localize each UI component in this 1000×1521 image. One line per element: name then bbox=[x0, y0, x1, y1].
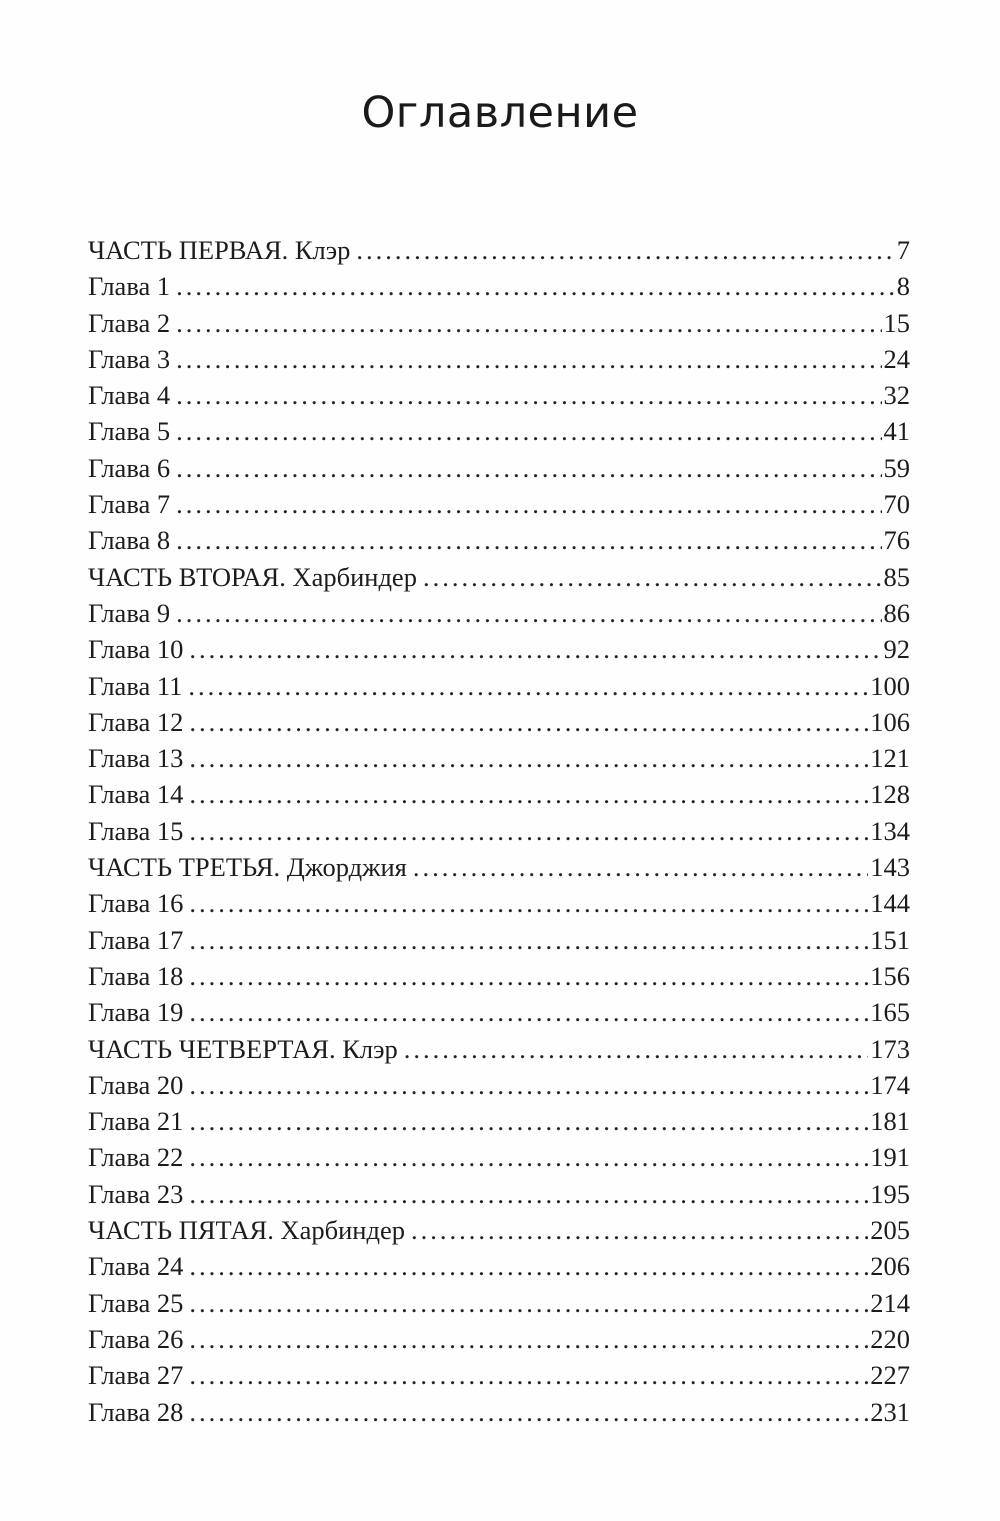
toc-entry-page: 85 bbox=[883, 561, 910, 592]
toc-entry bbox=[88, 486, 910, 522]
toc-entry-label: ЧАСТЬ ПЯТАЯ. Харбиндер bbox=[88, 1215, 405, 1246]
toc-entry-page: 227 bbox=[870, 1360, 910, 1391]
toc-entry-label: Глава 2 bbox=[88, 307, 171, 338]
toc-entry-page: 181 bbox=[870, 1106, 910, 1137]
toc-entry-label: Глава 3 bbox=[88, 343, 171, 374]
toc-entry bbox=[88, 268, 910, 304]
toc-entry-page: 41 bbox=[883, 416, 910, 447]
toc-entry-label: Глава 6 bbox=[88, 452, 171, 483]
toc-entry bbox=[88, 1394, 910, 1430]
toc-entry-page: 59 bbox=[883, 452, 910, 483]
dot-leader bbox=[176, 305, 881, 341]
dot-leader bbox=[189, 1357, 868, 1393]
dot-leader bbox=[188, 668, 868, 704]
toc-entry-label: Глава 20 bbox=[88, 1069, 184, 1100]
toc-entry bbox=[88, 1067, 910, 1103]
dot-leader bbox=[356, 232, 894, 268]
toc-entry-label: ЧАСТЬ ПЕРВАЯ. Клэр bbox=[88, 235, 351, 265]
toc-entry bbox=[88, 377, 910, 413]
toc-entry-label: Глава 23 bbox=[88, 1178, 184, 1209]
dot-leader bbox=[189, 704, 868, 740]
toc-entry bbox=[88, 740, 910, 776]
toc-entry-page: 76 bbox=[883, 525, 910, 556]
toc-entry-label: Глава 1 bbox=[88, 271, 171, 302]
table-of-contents bbox=[88, 232, 910, 1430]
toc-entry-label: ЧАСТЬ ВТОРАЯ. Харбиндер bbox=[88, 561, 417, 592]
toc-entry-page: 165 bbox=[870, 997, 910, 1028]
toc-entry bbox=[88, 595, 910, 631]
toc-entry-label: Глава 22 bbox=[88, 1142, 184, 1173]
toc-entry bbox=[88, 849, 910, 885]
toc-entry-label: Глава 26 bbox=[88, 1323, 184, 1354]
toc-entry-label: Глава 8 bbox=[88, 525, 171, 556]
dot-leader bbox=[404, 1031, 869, 1067]
toc-entry-page: 144 bbox=[870, 888, 910, 919]
toc-entry-page: 134 bbox=[870, 815, 910, 846]
toc-entry bbox=[88, 1285, 910, 1321]
toc-entry-page: 173 bbox=[870, 1033, 910, 1064]
dot-leader bbox=[176, 413, 881, 449]
toc-entry bbox=[88, 1103, 910, 1139]
dot-leader bbox=[189, 922, 868, 958]
toc-entry-page: 92 bbox=[883, 634, 910, 665]
toc-entry-label: Глава 15 bbox=[88, 815, 184, 846]
dot-leader bbox=[189, 994, 868, 1030]
toc-entry-page: 220 bbox=[870, 1323, 910, 1354]
toc-entry-label: Глава 14 bbox=[88, 779, 184, 810]
toc-entry-label: Глава 4 bbox=[88, 380, 171, 411]
toc-entry-label: Глава 25 bbox=[88, 1287, 184, 1318]
dot-leader bbox=[189, 740, 868, 776]
toc-entry bbox=[88, 522, 910, 558]
dot-leader bbox=[176, 486, 881, 522]
toc-entry-label: Глава 16 bbox=[88, 888, 184, 919]
toc-entry-label: Глава 28 bbox=[88, 1396, 184, 1427]
dot-leader bbox=[189, 776, 868, 812]
toc-entry bbox=[88, 885, 910, 921]
toc-entry-page: 32 bbox=[883, 380, 910, 411]
dot-leader bbox=[189, 1103, 868, 1139]
toc-entry-page: 15 bbox=[883, 307, 910, 338]
dot-leader bbox=[189, 885, 868, 921]
toc-entry-label: Глава 5 bbox=[88, 416, 171, 447]
toc-entry-page: 24 bbox=[883, 343, 910, 374]
dot-leader bbox=[176, 450, 881, 486]
toc-entry bbox=[88, 450, 910, 486]
dot-leader bbox=[189, 958, 868, 994]
toc-entry-page: 86 bbox=[883, 597, 910, 628]
dot-leader bbox=[423, 559, 882, 595]
dot-leader bbox=[189, 1139, 868, 1175]
toc-entry-page: 121 bbox=[870, 743, 910, 774]
toc-entry-page: 174 bbox=[870, 1069, 910, 1100]
toc-entry-page: 70 bbox=[883, 489, 910, 520]
toc-entry-page: 100 bbox=[870, 670, 910, 701]
toc-entry-label: Глава 19 bbox=[88, 997, 184, 1028]
toc-entry-label: Глава 18 bbox=[88, 960, 184, 991]
dot-leader bbox=[176, 522, 881, 558]
toc-entry-label: Глава 7 bbox=[88, 489, 171, 520]
toc-entry-page: 206 bbox=[870, 1251, 910, 1282]
toc-entry-label: Глава 24 bbox=[88, 1251, 184, 1282]
page-title: Оглавление bbox=[361, 88, 639, 138]
dot-leader bbox=[411, 1212, 868, 1248]
dot-leader bbox=[189, 631, 881, 667]
dot-leader bbox=[189, 1321, 868, 1357]
toc-entry-page: 191 bbox=[870, 1142, 910, 1173]
dot-leader bbox=[189, 813, 868, 849]
dot-leader bbox=[189, 1285, 868, 1321]
toc-entry bbox=[88, 668, 910, 704]
toc-entry-page: 231 bbox=[870, 1396, 910, 1427]
toc-entry-page: 7 bbox=[896, 235, 910, 265]
toc-entry bbox=[88, 341, 910, 377]
toc-entry-page: 143 bbox=[870, 852, 910, 883]
toc-entry bbox=[88, 1139, 910, 1175]
toc-entry-label: Глава 27 bbox=[88, 1360, 184, 1391]
toc-entry bbox=[88, 559, 910, 595]
dot-leader bbox=[189, 1248, 868, 1284]
toc-entry-page: 205 bbox=[870, 1215, 910, 1246]
toc-entry bbox=[88, 1321, 910, 1357]
toc-entry bbox=[88, 994, 910, 1030]
dot-leader bbox=[176, 595, 881, 631]
toc-entry-page: 128 bbox=[870, 779, 910, 810]
toc-entry bbox=[88, 413, 910, 449]
dot-leader bbox=[189, 1067, 868, 1103]
toc-entry-page: 195 bbox=[870, 1178, 910, 1209]
toc-entry bbox=[88, 305, 910, 341]
toc-entry-label: Глава 12 bbox=[88, 706, 184, 737]
dot-leader bbox=[189, 1394, 868, 1430]
toc-entry bbox=[88, 1212, 910, 1248]
toc-entry-page: 214 bbox=[870, 1287, 910, 1318]
toc-entry bbox=[88, 776, 910, 812]
toc-entry-label: Глава 17 bbox=[88, 924, 184, 955]
toc-entry-page: 8 bbox=[896, 271, 910, 302]
toc-entry-label: Глава 10 bbox=[88, 634, 184, 665]
toc-entry bbox=[88, 958, 910, 994]
dot-leader bbox=[176, 268, 895, 304]
toc-entry bbox=[88, 922, 910, 958]
toc-entry-label: ЧАСТЬ ЧЕТВЕРТАЯ. Клэр bbox=[88, 1033, 398, 1064]
toc-entry-label: ЧАСТЬ ТРЕТЬЯ. Джорджия bbox=[88, 852, 407, 883]
toc-entry-label: Глава 13 bbox=[88, 743, 184, 774]
toc-entry-label: Глава 9 bbox=[88, 597, 171, 628]
toc-entry-label: Глава 21 bbox=[88, 1106, 184, 1137]
dot-leader bbox=[176, 341, 881, 377]
toc-entry-page: 106 bbox=[870, 706, 910, 737]
toc-entry-label: Глава 11 bbox=[88, 670, 183, 701]
toc-entry bbox=[88, 631, 910, 667]
toc-entry-page: 156 bbox=[870, 960, 910, 991]
dot-leader bbox=[176, 377, 881, 413]
toc-entry bbox=[88, 1031, 910, 1067]
toc-entry bbox=[88, 232, 910, 268]
toc-entry bbox=[88, 813, 910, 849]
dot-leader bbox=[189, 1176, 868, 1212]
toc-entry bbox=[88, 704, 910, 740]
toc-entry-page: 151 bbox=[870, 924, 910, 955]
toc-entry bbox=[88, 1176, 910, 1212]
dot-leader bbox=[413, 849, 868, 885]
toc-entry bbox=[88, 1248, 910, 1284]
toc-entry bbox=[88, 1357, 910, 1393]
